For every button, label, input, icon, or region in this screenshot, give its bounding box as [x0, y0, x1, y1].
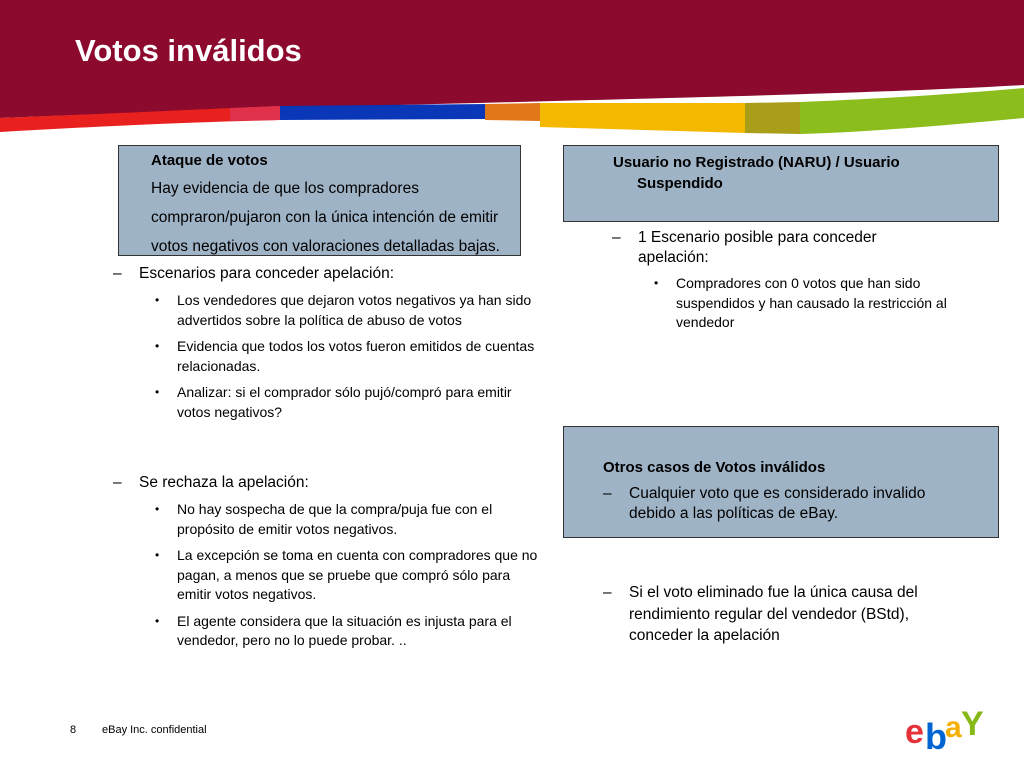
left-section-1	[113, 264, 543, 429]
right-bottom-box-text: – Cualquier voto que es considerado invalido debido a las políticas de eBay.	[603, 484, 963, 524]
right-bottom-box-heading: Otros casos de Votos inválidos	[603, 459, 826, 476]
list-item: • Analizar: si el comprador sólo pujó/compró para emitir votos negativos?	[153, 383, 543, 422]
list-item: • Evidencia que todos los votos fueron emitidos de cuentas relacionadas.	[153, 337, 543, 376]
left-section-2-bullets	[113, 500, 543, 651]
list-item: • Los vendedores que dejaron votos negativos ya han sido advertidos sobre la política de abuso de votos	[153, 291, 543, 330]
right-section-1-label: – 1 Escenario posible para conceder apelación:	[612, 228, 928, 268]
left-box-heading: Ataque de votos	[151, 152, 268, 169]
left-box-line-2: compraron/pujaron con la única intención de emitir	[151, 209, 499, 226]
right-top-box-heading: Usuario no Registrado (NARU) / Usuario Suspendido	[613, 154, 900, 192]
right-section-1	[612, 228, 982, 340]
left-section-1-label: – Escenarios para conceder apelación:	[113, 264, 543, 284]
right-bottom-item	[603, 582, 963, 647]
footer-confidential: eBay Inc. confidential	[102, 724, 207, 736]
right-bottom-text: – Si el voto eliminado fue la única causa del rendimiento regular del vendedor (BStd), conceder la apelación	[603, 582, 963, 647]
left-box-line-1: Hay evidencia de que los compradores	[151, 180, 419, 197]
list-item: • No hay sospecha de que la compra/puja fue con el propósito de emitir votos negativos.	[153, 500, 543, 539]
left-section-2-label: – Se rechaza la apelación:	[113, 473, 543, 493]
ebay-logo: e b a Y	[905, 705, 984, 757]
right-bottom-box-item	[603, 484, 963, 524]
list-item: • Compradores con 0 votos que han sido suspendidos y han causado la restricción al vendedor	[652, 274, 966, 333]
list-item: • La excepción se toma en cuenta con compradores que no pagan, a menos que se pruebe que compró sólo para emitir votos negativos.	[153, 546, 543, 605]
left-section-2	[113, 473, 543, 658]
left-section-1-bullets	[113, 291, 543, 422]
page-number: 8	[70, 724, 77, 736]
slide-title: Votos inválidos	[75, 33, 302, 68]
header-banner	[0, 0, 1024, 140]
list-item: • El agente considera que la situación es injusta para el vendedor, pero no lo puede probar. ..	[153, 612, 543, 651]
left-box-line-3: votos negativos con valoraciones detalladas bajas.	[151, 238, 500, 255]
right-section-1-bullets	[612, 274, 982, 333]
